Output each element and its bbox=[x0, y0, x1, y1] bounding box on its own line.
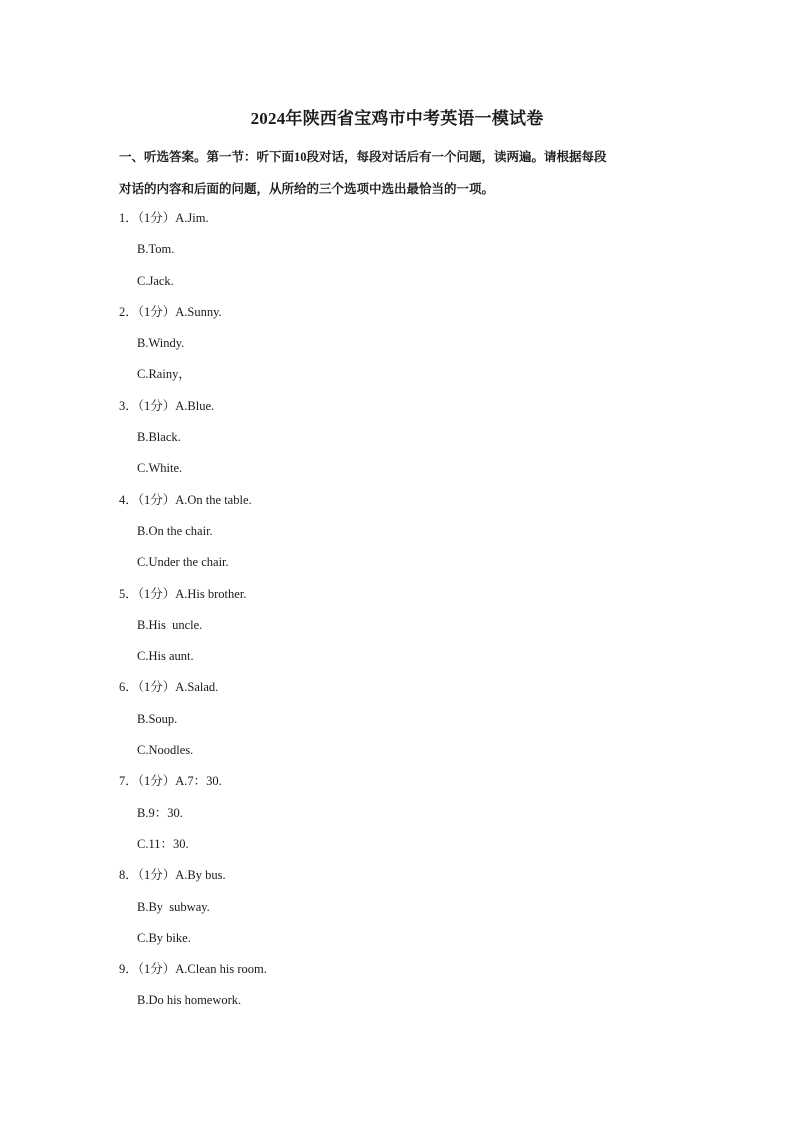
instructions-line-1: 一、听选答案。第一节：听下面10段对话，每段对话后有一个问题，读两遍。请根据每段 bbox=[119, 150, 607, 164]
option-b: B.Soup. bbox=[137, 711, 178, 726]
option-b: B.Tom. bbox=[137, 242, 175, 257]
option-b: B.Windy. bbox=[137, 336, 185, 351]
option-c: C.Rainy， bbox=[137, 367, 191, 382]
option-b: B.By subway. bbox=[137, 899, 210, 914]
option-c: C.Noodles. bbox=[137, 743, 194, 758]
option-c: C.By bike. bbox=[137, 930, 191, 945]
question-stem: 9．（1分）A.Clean his room. bbox=[119, 962, 267, 977]
option-c: C.White. bbox=[137, 461, 183, 476]
option-b: B.On the chair. bbox=[137, 523, 213, 538]
question-stem: 3．（1分）A.Blue. bbox=[119, 398, 215, 413]
section-instructions bbox=[119, 141, 679, 205]
question-2 bbox=[119, 297, 679, 391]
question-8 bbox=[119, 860, 679, 954]
option-b: B.Do his homework. bbox=[137, 993, 242, 1008]
option-c: C.His aunt. bbox=[137, 649, 194, 664]
question-stem: 7．（1分）A.7：30. bbox=[119, 774, 222, 789]
exam-title: 2024年陕西省宝鸡市中考英语一模试卷 bbox=[250, 109, 544, 128]
question-stem: 6．（1分）A.Salad. bbox=[119, 680, 219, 695]
option-b: B.9：30. bbox=[137, 805, 183, 820]
option-c: C.11：30. bbox=[137, 836, 189, 851]
option-b: B.Black. bbox=[137, 430, 181, 445]
question-3 bbox=[119, 391, 679, 485]
question-9 bbox=[119, 954, 679, 1017]
question-list bbox=[119, 203, 679, 1017]
instructions-line-2: 对话的内容和后面的问题，从所给的三个选项中选出最恰当的一项。 bbox=[119, 182, 495, 196]
question-4 bbox=[119, 485, 679, 579]
question-5 bbox=[119, 579, 679, 673]
question-stem: 2．（1分）A.Sunny. bbox=[119, 304, 222, 319]
question-7 bbox=[119, 766, 679, 860]
question-stem: 4．（1分）A.On the table. bbox=[119, 492, 252, 507]
question-stem: 8．（1分）A.By bus. bbox=[119, 868, 226, 883]
question-1 bbox=[119, 203, 679, 297]
option-c: C.Jack. bbox=[137, 273, 174, 288]
question-stem: 1．（1分）A.Jim. bbox=[119, 211, 209, 225]
option-b: B.His uncle. bbox=[137, 617, 203, 632]
option-c: C.Under the chair. bbox=[137, 555, 229, 570]
question-6 bbox=[119, 672, 679, 766]
question-stem: 5．（1分）A.His brother. bbox=[119, 586, 247, 601]
